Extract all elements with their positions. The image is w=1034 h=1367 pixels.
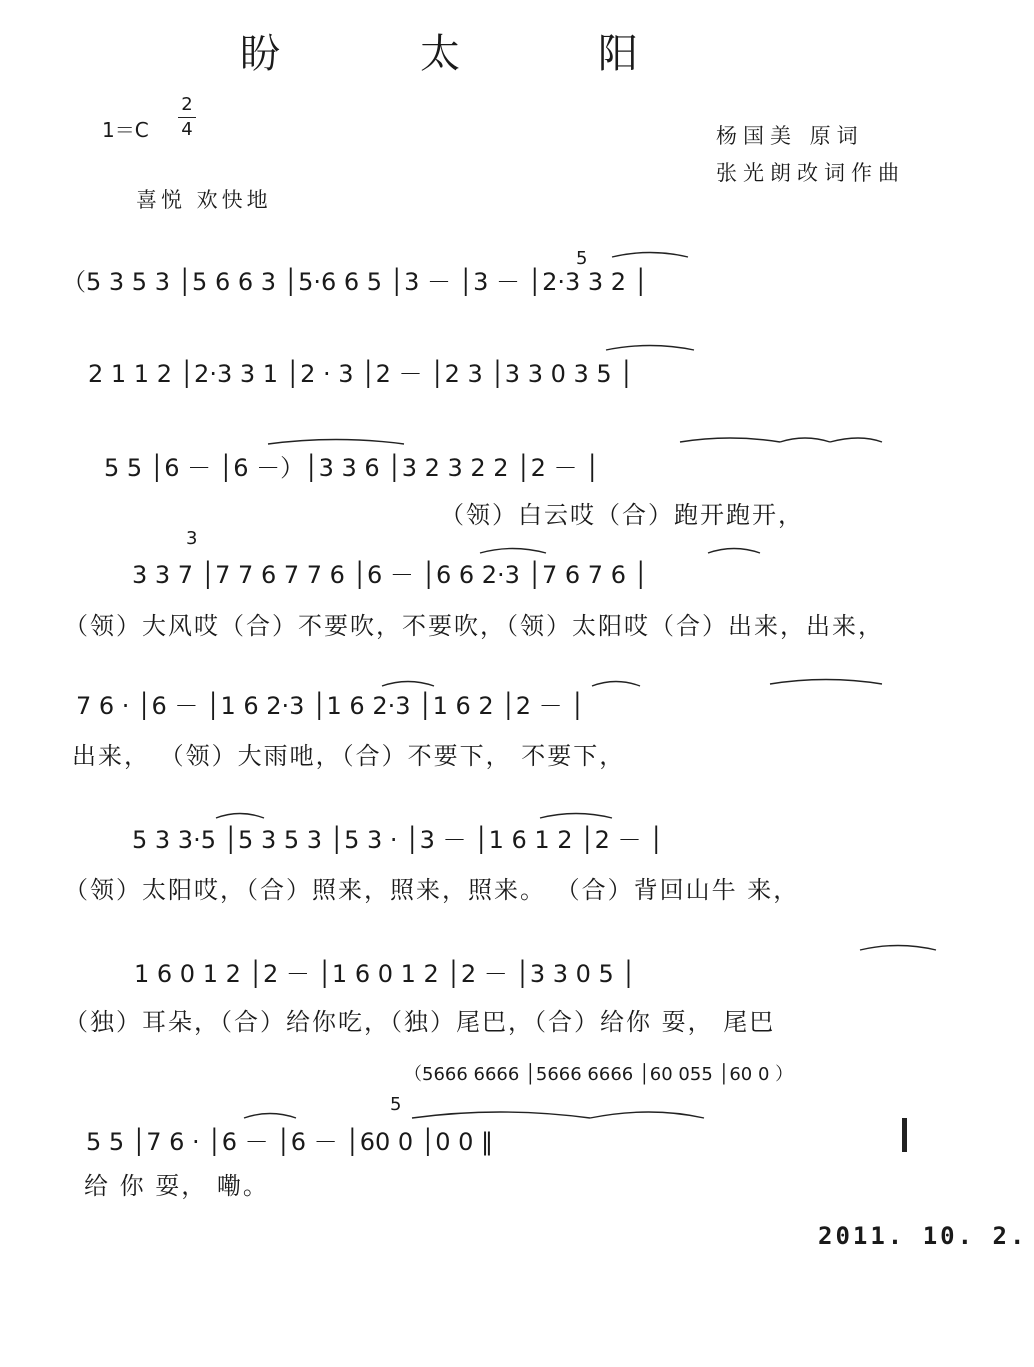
accompaniment-row-8: （5666 6666 │5666 6666 │60 055 │60 0 ）	[404, 1064, 794, 1085]
tie-row-4b	[708, 549, 760, 554]
lyrics-row-6: （领）太阳哎，（合）照来，照来，照来。 （合）背回山牛 来，	[64, 876, 800, 904]
key-signature: 1＝C	[102, 118, 149, 142]
tie-row-5a	[770, 680, 882, 685]
grace-note-row-4: 3	[186, 528, 198, 549]
tie-row-2	[606, 346, 694, 351]
tie-row-3a	[268, 440, 404, 445]
date-stamp: 2011. 10. 2.	[818, 1222, 1028, 1250]
notation-row-3: 5 5 │6 － │6 －）│3 3 6 │3 2 3 2 2 │2 － │	[104, 454, 600, 482]
title-char-1: 盼	[240, 31, 280, 77]
lyricist-credit: 杨国美 原词	[716, 124, 864, 148]
tie-row-8c	[590, 1112, 704, 1118]
lyrics-row-3: （领）白云哎（合）跑开跑开，	[440, 501, 804, 529]
tie-row-8b	[412, 1112, 590, 1118]
tie-row-4a	[480, 549, 546, 554]
tie-row-8a	[244, 1114, 296, 1119]
tie-row-3c	[780, 438, 830, 442]
lyrics-row-7: （独）耳朵，（合）给你吃，（独）尾巴，（合）给你 耍， 尾巴	[64, 1008, 776, 1036]
grace-note-row-8: 5	[390, 1094, 402, 1115]
title-char-3: 阳	[598, 31, 638, 77]
tie-row-7	[860, 946, 936, 951]
grace-note-row-1: 5	[576, 248, 588, 269]
tie-row-3b	[680, 438, 780, 442]
notation-row-6: 5 3 3·5 │5 3 5 3 │5 3 · │3 － │1 6 1 2 │2 － │	[132, 826, 664, 854]
notation-row-5: 7 6 · │6 － │1 6 2·3 │1 6 2·3 │1 6 2 │2 － │	[76, 692, 585, 720]
notation-row-4: 3 3 7 │7 7 6 7 7 6 │6 － │6 6 2·3 │7 6 7 6 │	[132, 561, 649, 589]
notation-row-2: 2 1 1 2 │2·3 3 1 │2 · 3 │2 － │2 3 │3 3 0 3 5 │	[88, 360, 634, 388]
tie-row-5c	[592, 682, 640, 687]
notation-row-7: 1 6 0 1 2 │2 － │1 6 0 1 2 │2 － │3 3 0 5 │	[134, 960, 636, 988]
time-signature-top: 2	[181, 94, 193, 115]
tie-row-6a	[216, 814, 264, 819]
lyrics-row-8: 给 你 耍， 嘞。	[84, 1172, 269, 1200]
notation-row-8: 5 5 │7 6 · │6 － │6 － │60 0 │0 0 ‖	[86, 1128, 494, 1156]
tie-row-3d	[830, 438, 882, 442]
tie-row-5b	[382, 682, 434, 687]
tie-row-1	[612, 253, 688, 258]
final-barline	[902, 1118, 907, 1152]
title-char-2: 太	[420, 31, 460, 77]
lyrics-row-5: 出来， （领）大雨吔，（合）不要下， 不要下，	[72, 742, 626, 770]
composer-credit: 张光朗改词作曲	[716, 161, 905, 185]
lyrics-row-4: （领）大风哎（合）不要吹，不要吹，（领）太阳哎（合）出来，出来，	[64, 612, 884, 640]
time-signature-bottom: 4	[181, 119, 193, 140]
notation-row-1: （5 3 5 3 │5 6 6 3 │5·6 6 5 │3 － │3 － │2·3 3 2 │	[62, 268, 649, 296]
tie-row-6b	[540, 814, 612, 819]
tempo-marking: 喜悦 欢快地	[136, 188, 272, 212]
